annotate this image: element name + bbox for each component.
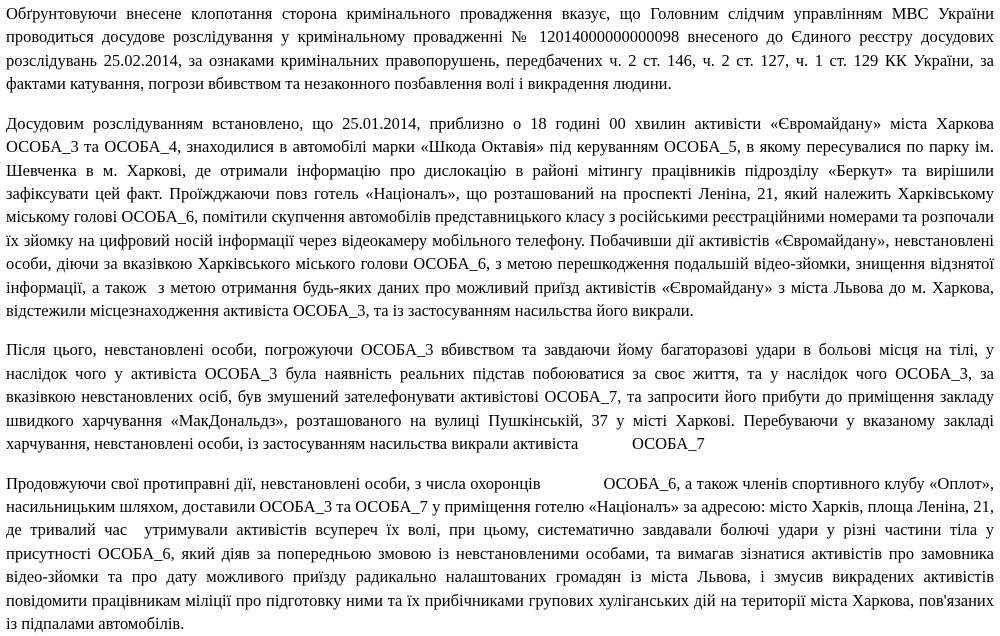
paragraph-4: Продовжуючи свої протиправні дії, невстановлені особи, з числа охоронців ОСОБА_6, а також членів спортивного клубу «Оплот», насильницьким шляхом, доставили ОСОБА_3 та ОСОБА_7 у приміщення готелю «Націоналъ» за адресою: місто Харків, площа Леніна, 21, де тривалий час утримували активістів всупереч їх волі, при цьому, систематично завдавали болючі удари у різні частини тіла у присутності ОСОБА_6, який діяв за попередньою змовою із невстановленими особами, та вимагав зізнатися активістів про замовника відео-зйомки та про дату можливого приїзду радикально налаштованих громадян із міста Львова, і змусив викрадених активістів повідомити працівникам міліції про підготовку ними та їх прибічниками групових хуліганських дій на території міста Харкова, пов'язаних із підпалами автомобілів. bbox=[6, 473, 999, 634]
paragraph-3: Після цього, невстановлені особи, погрожуючи ОСОБА_3 вбивством та завдаючи йому багаторазові удари в больові місця на тілі, у наслідок чого у активіста ОСОБА_3 була наявність реальних підстав побоюватися за своє життя, та у наслідок чого ОСОБА_3, за вказівкою невстановлених осіб, був змушений зателефонувати активістові ОСОБА_7, та запросити його прибути до приміщення закладу швидкого харчування «МакДональдз», розташованого на вулиці Пушкінській, 37 у місті Харкові. Перебуваючи у вказаному закладі харчування, невстановлені особи, із застосуванням насильства викрали активіста ОСОБА_7 bbox=[6, 340, 999, 454]
document-body bbox=[6, 2, 999, 636]
paragraph-1: Обґрунтовуючи внесене клопотання сторона кримінального провадження вказує, що Головним слідчим управлінням МВС України проводиться досудове розслідування у кримінальному провадженні № 12014000000000098 внесеного до Єдиного реєстру досудових розслідувань 25.02.2014, за ознаками кримінальних правопорушень, передбачених ч. 2 ст. 146, ч. 2 ст. 127, ч. 1 ст. 129 КК України, за фактами катування, погрози вбивством та незаконного позбавлення волі і викрадення людини. bbox=[6, 4, 999, 94]
paragraph-2: Досудовим розслідуванням встановлено, що 25.01.2014, приблизно о 18 годині 00 хвилин активісти «Євромайдану» міста Харкова ОСОБА_3 та ОСОБА_4, знаходилися в автомобілі марки «Шкода Октавія» під керуванням ОСОБА_5, в якому пересувалися по парку ім. Шевченка в м. Харкові, де отримали інформацію про дислокацію в районі мітингу працівників підрозділу «Беркут» та вирішили зафіксувати цей факт. Проїжджаючи повз готель «Націоналъ», що розташований на проспекті Леніна, 21, який належить Харківському міському голові ОСОБА_6, помітили скупчення автомобілів представницького класу з російськими реєстраційними номерами та розпочали їх зйомку на цифровий носій інформації через відеокамеру мобільного телефону. Побачивши дії активістів «Євромайдану», невстановлені особи, діючи за вказівкою Харківського міського голови ОСОБА_6, з метою перешкодження подальшій відео-зйомки, знищення відзнятої інформації, а також з метою отримання будь-яких даних про можливий приїзд активістів «Євромайдану» з міста Львова до м. Харкова, відстежили місцезнаходження активіста ОСОБА_3, та із застосуванням насильства його викрали. bbox=[6, 113, 999, 321]
